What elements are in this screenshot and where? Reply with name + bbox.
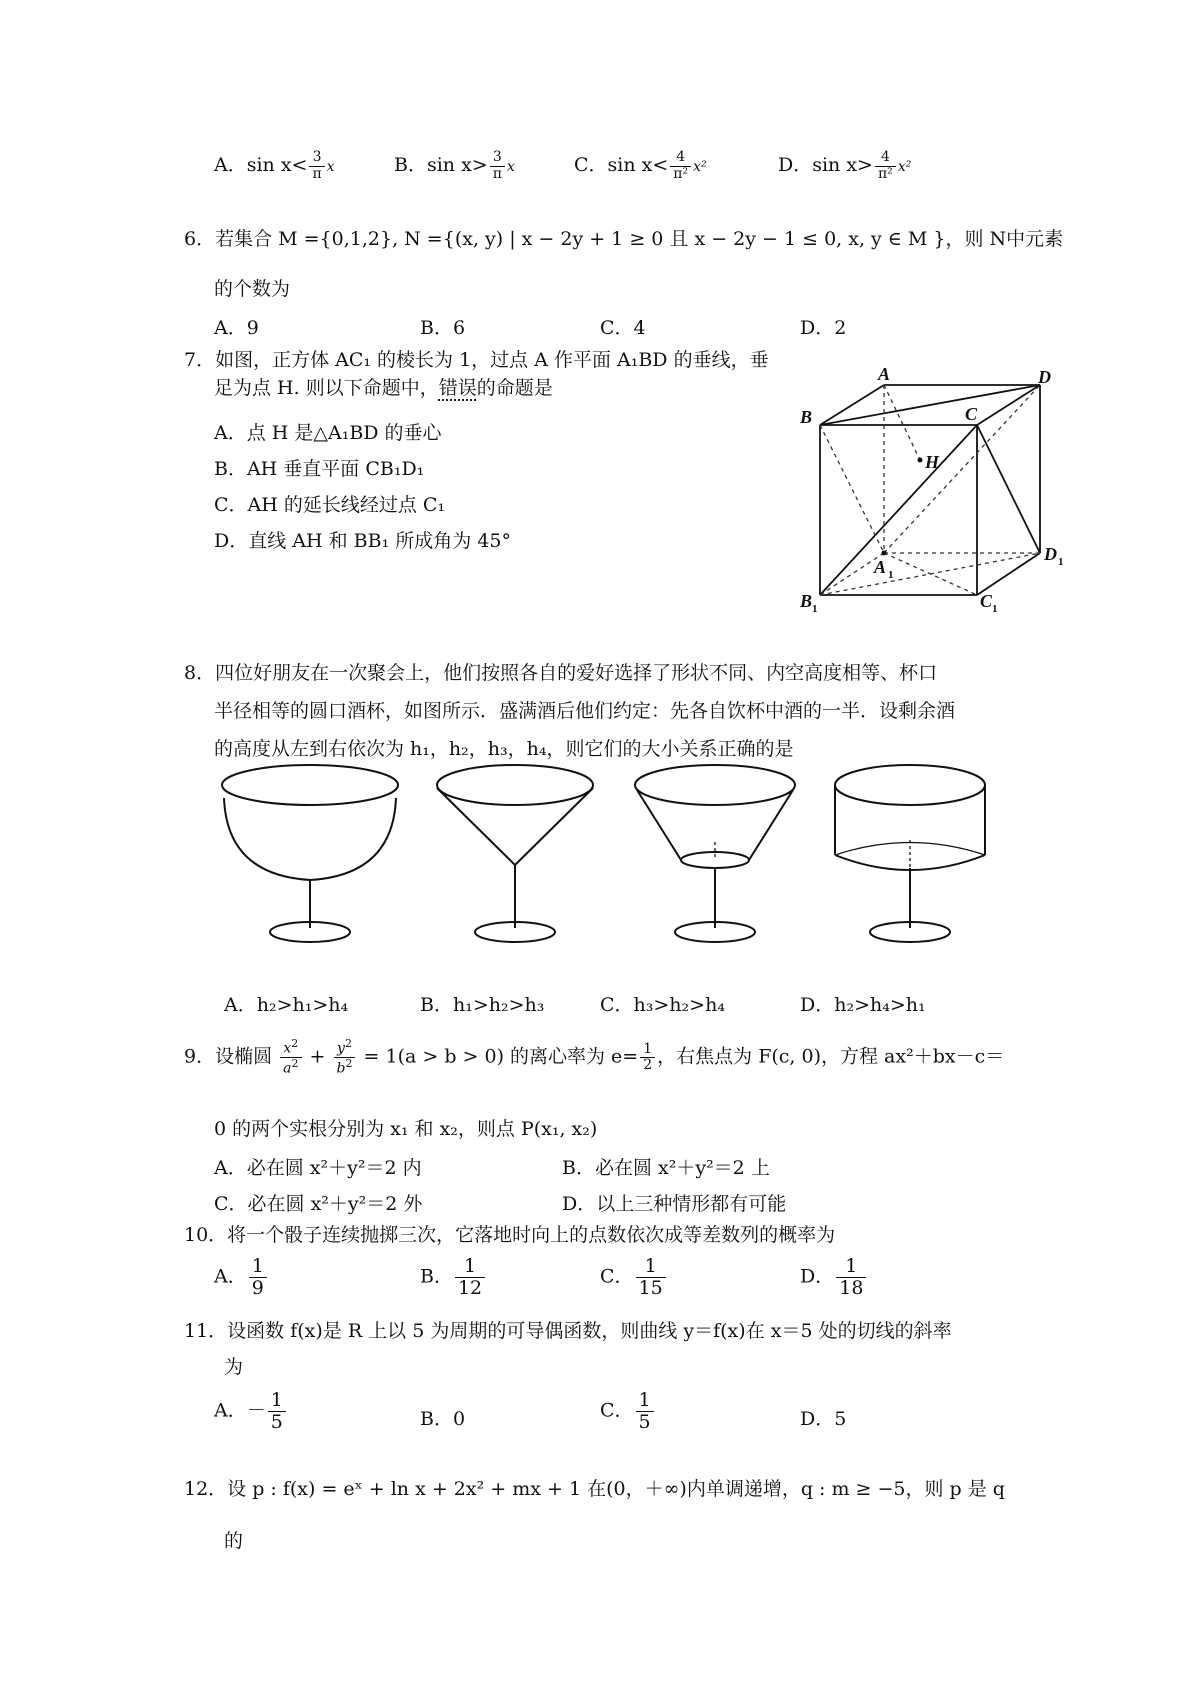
q7-option-c: C．AH 的延长线经过点 C₁ — [214, 494, 446, 516]
q12-stem-line1: 12．设 p : f(x) = eˣ + ln x + 2x² + mx + 1 在(0，＋∞)内单调递增，q : m ≥ −5，则 p 是 q — [184, 1478, 1005, 1500]
q8-option-c: C．h₃>h₂>h₄ — [600, 994, 725, 1016]
q10-option-d: D． $\frac{1}{18}$ — [800, 1256, 868, 1299]
q8-option-a: A．h₂>h₁>h₄ — [224, 994, 349, 1016]
q12-stem-line2: 的 — [224, 1530, 244, 1552]
q11-option-c: C． $\frac{1}{5}$ — [600, 1390, 656, 1433]
q9-option-d: D．以上三种情形都有可能 — [562, 1193, 787, 1215]
q9-option-a: A．必在圆 x²＋y²＝2 内 — [214, 1157, 422, 1179]
q11-option-a: A．－ $\frac{1}{5}$ — [214, 1390, 288, 1433]
q11-stem-line1: 11．设函数 f(x)是 R 上以 5 为周期的可导偶函数，则曲线 y＝f(x)在 x＝5 处的切线的斜率 — [184, 1320, 952, 1342]
glasses-figure — [215, 760, 985, 950]
q6-option-d: D．2 — [800, 317, 847, 339]
q11-stem-line2: 为 — [224, 1356, 244, 1378]
q5-option-b: B．sin x> $\frac{3}{\pi}$ x — [394, 149, 515, 182]
label-h: H — [925, 452, 940, 472]
q5-option-c: C．sin x< $\frac{4}{\text{π²}}$ x² — [574, 149, 707, 182]
q7-option-b: B．AH 垂直平面 CB₁D₁ — [214, 458, 425, 480]
q5-option-d: D．sin x> $\frac{4}{\text{π²}}$ x² — [778, 149, 912, 182]
q6-option-c: C．4 — [600, 317, 646, 339]
q11-option-d: D．5 — [800, 1408, 847, 1430]
q7-stem-line1: 7．如图，正方体 AC₁ 的棱长为 1，过点 A 作平面 A₁BD 的垂线，垂 — [184, 349, 769, 371]
glass-cone — [437, 765, 593, 942]
svg-text:1: 1 — [888, 569, 894, 581]
q5-option-a: A．sin x< $\frac{3}{\pi}$ x — [214, 149, 335, 182]
label-b: B — [800, 407, 813, 427]
label-a: A — [878, 364, 891, 384]
q11-option-b: B．0 — [420, 1408, 466, 1430]
q7-option-a: A．点 H 是△A₁BD 的垂心 — [214, 422, 442, 444]
q6-option-b: B．6 — [420, 317, 466, 339]
label-b1: B — [800, 591, 813, 611]
q7-emphasis: 错误 — [438, 377, 477, 399]
q6-stem-line2: 的个数为 — [214, 278, 291, 300]
q10-option-a: A． $\frac{1}{9}$ — [214, 1256, 269, 1299]
svg-text:1: 1 — [812, 603, 818, 615]
q9-option-b: B．必在圆 x²＋y²＝2 上 — [562, 1157, 770, 1179]
q7-option-d: D．直线 AH 和 BB₁ 所成角为 45° — [214, 530, 511, 552]
label-a1: A — [874, 557, 887, 577]
q8-stem-line1: 8．四位好朋友在一次聚会上，他们按照各自的爱好选择了形状不同、内空高度相等、杯口 — [184, 662, 938, 684]
label-d1: D — [1044, 544, 1057, 564]
q8-option-b: B．h₁>h₂>h₃ — [420, 994, 545, 1016]
svg-text:1: 1 — [992, 603, 998, 615]
q7-stem-line2: 足为点 H. 则以下命题中，错误的命题是 — [214, 377, 553, 399]
cube-figure — [790, 364, 1064, 620]
q6-stem-line1: 6．若集合 M ={0,1,2}, N ={(x, y) | x − 2y + 1 ≥ 0 且 x − 2y − 1 ≤ 0, x, y ∈ M }，则 N中元素 — [184, 228, 1064, 250]
glass-cylinder — [835, 765, 985, 942]
q8-stem-line2: 半径相等的圆口酒杯，如图所示．盛满酒后他们约定：先各自饮杯中酒的一半．设剩余酒 — [214, 700, 956, 722]
q10-option-b: B． $\frac{1}{12}$ — [420, 1256, 487, 1299]
q9-stem-line1: 9．设椭圆 $\frac{x^2}{a^2}$ + $\frac{y^2}{b^2}$ = 1(a > b > 0) 的离心率为 e= $\frac{1}{2}$ ，右焦点为 F(c, 0)，方程 ax²＋bx－c＝ — [184, 1037, 1005, 1077]
q9-stem-line2: 0 的两个实根分别为 x₁ 和 x₂，则点 P(x₁, x₂) — [214, 1118, 598, 1140]
q10-option-c: C． $\frac{1}{15}$ — [600, 1256, 668, 1299]
q8-option-d: D．h₂>h₄>h₁ — [800, 994, 926, 1016]
q10-stem: 10．将一个骰子连续抛掷三次，它落地时向上的点数依次成等差数列的概率为 — [184, 1224, 836, 1246]
label-c: C — [965, 404, 978, 424]
glass-hemisphere — [222, 765, 398, 942]
q9-option-c: C．必在圆 x²＋y²＝2 外 — [214, 1193, 423, 1215]
q6-option-a: A．9 — [214, 317, 259, 339]
glass-frustum — [635, 765, 795, 942]
q8-stem-line3: 的高度从左到右依次为 h₁，h₂，h₃，h₄，则它们的大小关系正确的是 — [214, 738, 794, 760]
label-c1: C — [980, 591, 993, 611]
label-d: D — [1038, 367, 1051, 387]
svg-text:1: 1 — [1058, 556, 1064, 568]
